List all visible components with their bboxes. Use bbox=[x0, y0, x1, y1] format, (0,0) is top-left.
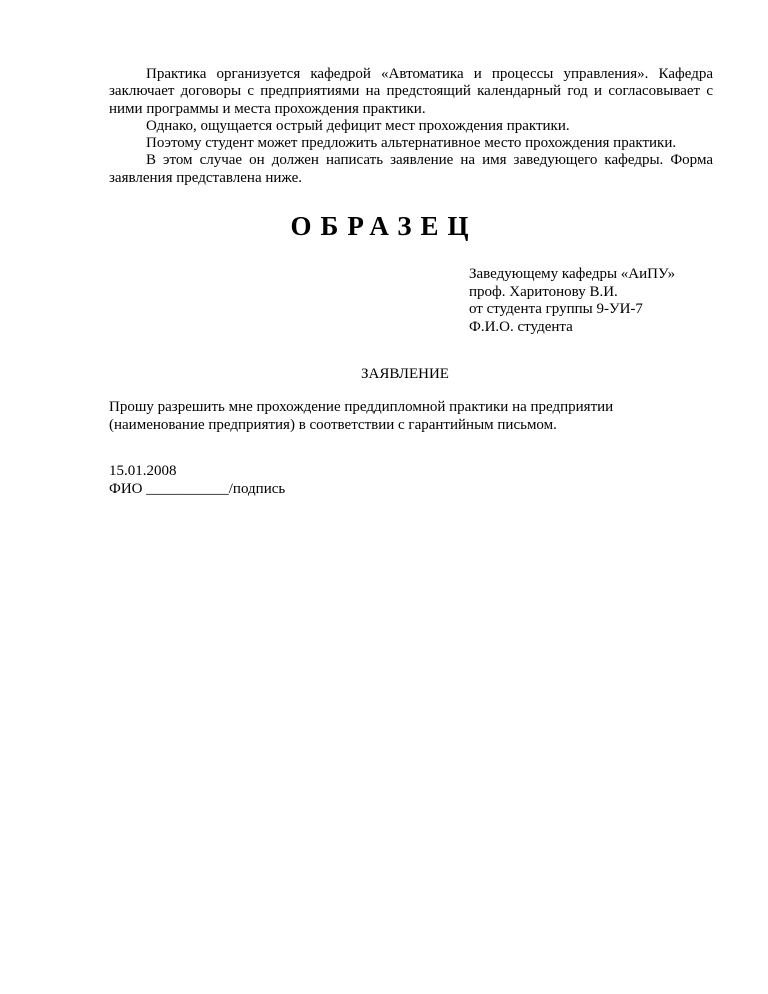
signature-line: ФИО ___________/подпись bbox=[109, 480, 286, 497]
intro-paragraph: Однако, ощущается острый дефицит мест прохождения практики. bbox=[146, 117, 570, 134]
intro-paragraph: Практика организуется кафедрой «Автоматика и процессы управления». Кафедра заключает договоры с предприятиями на предстоящий календарный год и согласовывает с ними программы и места прохождения практики. bbox=[109, 66, 713, 117]
signature-block bbox=[109, 463, 509, 498]
sample-title: ОБРАЗЕЦ bbox=[290, 211, 478, 241]
request-line: Прошу разрешить мне прохождение преддипломной практики на предприятии bbox=[109, 399, 614, 415]
request-text bbox=[109, 398, 709, 434]
intro-paragraph: В этом случае он должен написать заявление на имя заведующего кафедры. Форма заявления представлена ниже. bbox=[109, 152, 713, 186]
addressee-block bbox=[469, 266, 749, 336]
addressee-line: Ф.И.О. студента bbox=[469, 318, 573, 335]
intro-paragraph: Поэтому студент может предложить альтернативное место прохождения практики. bbox=[146, 135, 677, 152]
addressee-line: проф. Харитонову В.И. bbox=[469, 283, 618, 300]
intro-text bbox=[109, 66, 713, 187]
date-line: 15.01.2008 bbox=[109, 463, 177, 479]
statement-heading: ЗАЯВЛЕНИЕ bbox=[361, 366, 449, 382]
addressee-line: от студента группы 9-УИ-7 bbox=[469, 301, 643, 317]
addressee-line: Заведующему кафедры «АиПУ» bbox=[469, 266, 676, 282]
request-line: (наименование предприятия) в соответствии с гарантийным письмом. bbox=[109, 417, 557, 433]
